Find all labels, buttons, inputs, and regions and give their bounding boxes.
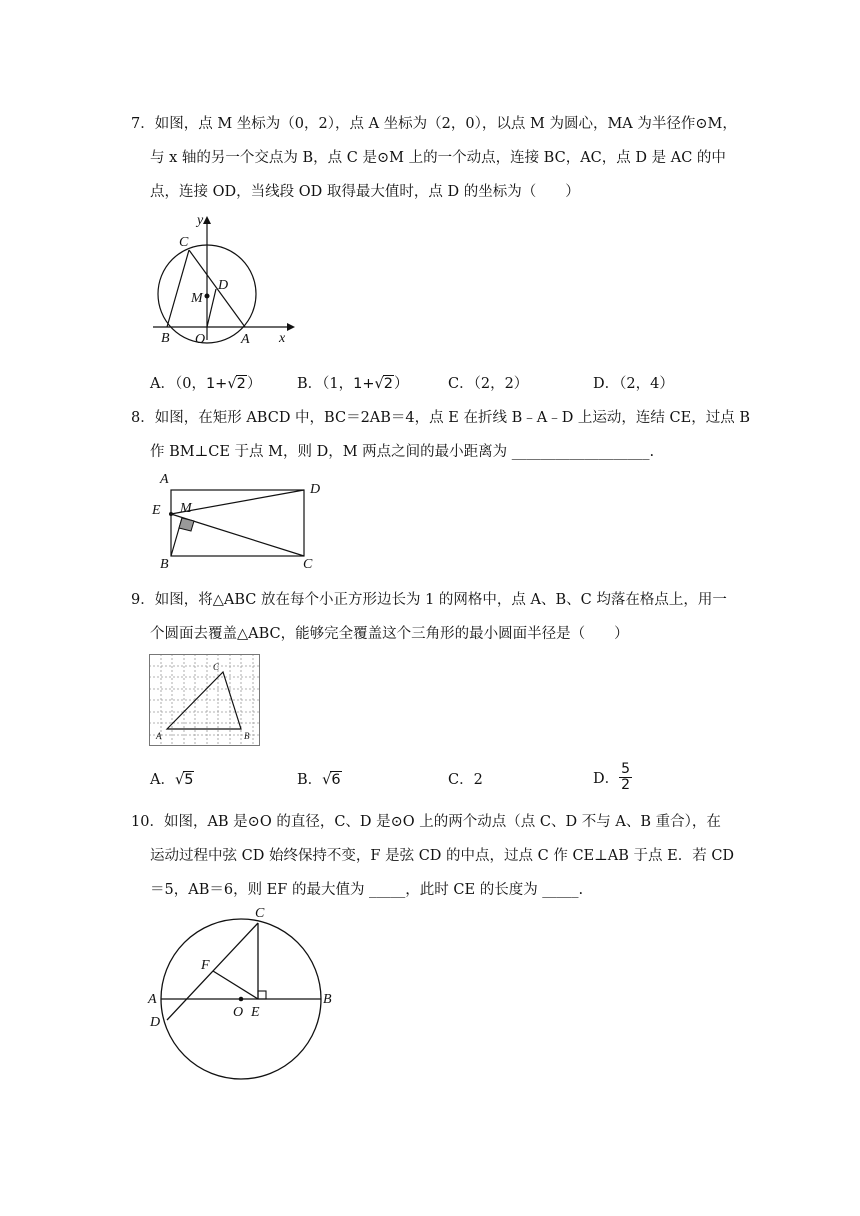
q9-option-b[interactable]: B．√6: [297, 772, 341, 788]
q7-line-1: 7．如图，点 M 坐标为（0，2），点 A 坐标为（2，0），以点 M 为圆心，MA 为半径作⊙M，: [131, 116, 737, 132]
q8-label-b: B: [160, 557, 169, 572]
q10-line-1: 10．如图，AB 是⊙O 的直径，C、D 是⊙O 上的两个动点（点 C、D 不与 A、B 重合），在: [131, 814, 721, 830]
q8-figure: [150, 470, 335, 570]
q7-figure: [145, 212, 295, 347]
q10-label-d: D: [150, 1015, 161, 1030]
q9-line-2: 个圆面去覆盖△ABC，能够完全覆盖这个三角形的最小圆面半径是（ ）: [150, 626, 629, 642]
q8-line-2: 作 BM⊥CE 于点 M，则 D，M 两点之间的最小距离为 ___________________.: [150, 444, 655, 460]
q10-label-o: O: [233, 1005, 244, 1020]
q8-label-d: D: [310, 482, 321, 497]
q9-figure: [149, 654, 261, 748]
q7-option-d[interactable]: D．（2，4）: [593, 376, 674, 392]
q10-line-3: ＝5，AB＝6，则 EF 的最大值为 _____，此时 CE 的长度为 _____.: [150, 882, 584, 898]
q7-label-a: A: [241, 332, 250, 347]
q9-option-c[interactable]: C．2: [448, 772, 483, 788]
q10-label-c: C: [255, 906, 265, 921]
q7-option-b[interactable]: B．（1，1+√2）: [297, 376, 409, 392]
q8-label-m: M: [180, 501, 192, 516]
q9-label-a: A: [156, 731, 162, 741]
q7-label-m: M: [191, 291, 203, 306]
q10-label-e: E: [251, 1005, 260, 1020]
q10-label-b: B: [323, 992, 332, 1007]
q9-option-a[interactable]: A．√5: [150, 772, 194, 788]
q7-label-x: x: [279, 331, 286, 346]
fraction-five-halves: $\frac{5}{2}$: [621, 761, 631, 793]
q9-option-d[interactable]: D． $\frac{5}{2}$: [593, 761, 631, 793]
q7-option-c[interactable]: C．（2，2）: [448, 376, 529, 392]
q7-label-c: C: [179, 235, 189, 250]
q8-line-1: 8．如图，在矩形 ABCD 中，BC＝2AB＝4，点 E 在折线 B﹣A﹣D 上运动，连结 CE，过点 B: [131, 410, 750, 426]
q7-label-o: O: [195, 332, 206, 347]
q8-label-c: C: [303, 557, 313, 572]
q8-label-e: E: [152, 503, 161, 518]
q7-label-b: B: [161, 331, 170, 346]
q7-label-d: D: [218, 278, 229, 293]
q7-line-3: 点，连接 OD，当线段 OD 取得最大值时，点 D 的坐标为（ ）: [150, 184, 580, 200]
q7-option-a[interactable]: A．（0，1+√2）: [150, 376, 262, 392]
q7-label-y: y: [197, 213, 204, 228]
q10-line-2: 运动过程中弦 CD 始终保持不变，F 是弦 CD 的中点，过点 C 作 CE⊥AB 于点 E．若 CD: [150, 848, 735, 864]
q10-label-a: A: [148, 992, 157, 1007]
q10-figure: [145, 903, 345, 1088]
q9-label-c: C: [213, 662, 220, 672]
q8-label-a: A: [160, 472, 169, 487]
q9-line-1: 9．如图，将△ABC 放在每个小正方形边长为 1 的网格中，点 A、B、C 均落在格点上，用一: [131, 592, 727, 608]
q9-label-b: B: [244, 731, 250, 741]
q7-line-2: 与 x 轴的另一个交点为 B，点 C 是⊙M 上的一个动点，连接 BC，AC，点 D 是 AC 的中: [150, 150, 726, 166]
q10-label-f: F: [201, 958, 210, 973]
